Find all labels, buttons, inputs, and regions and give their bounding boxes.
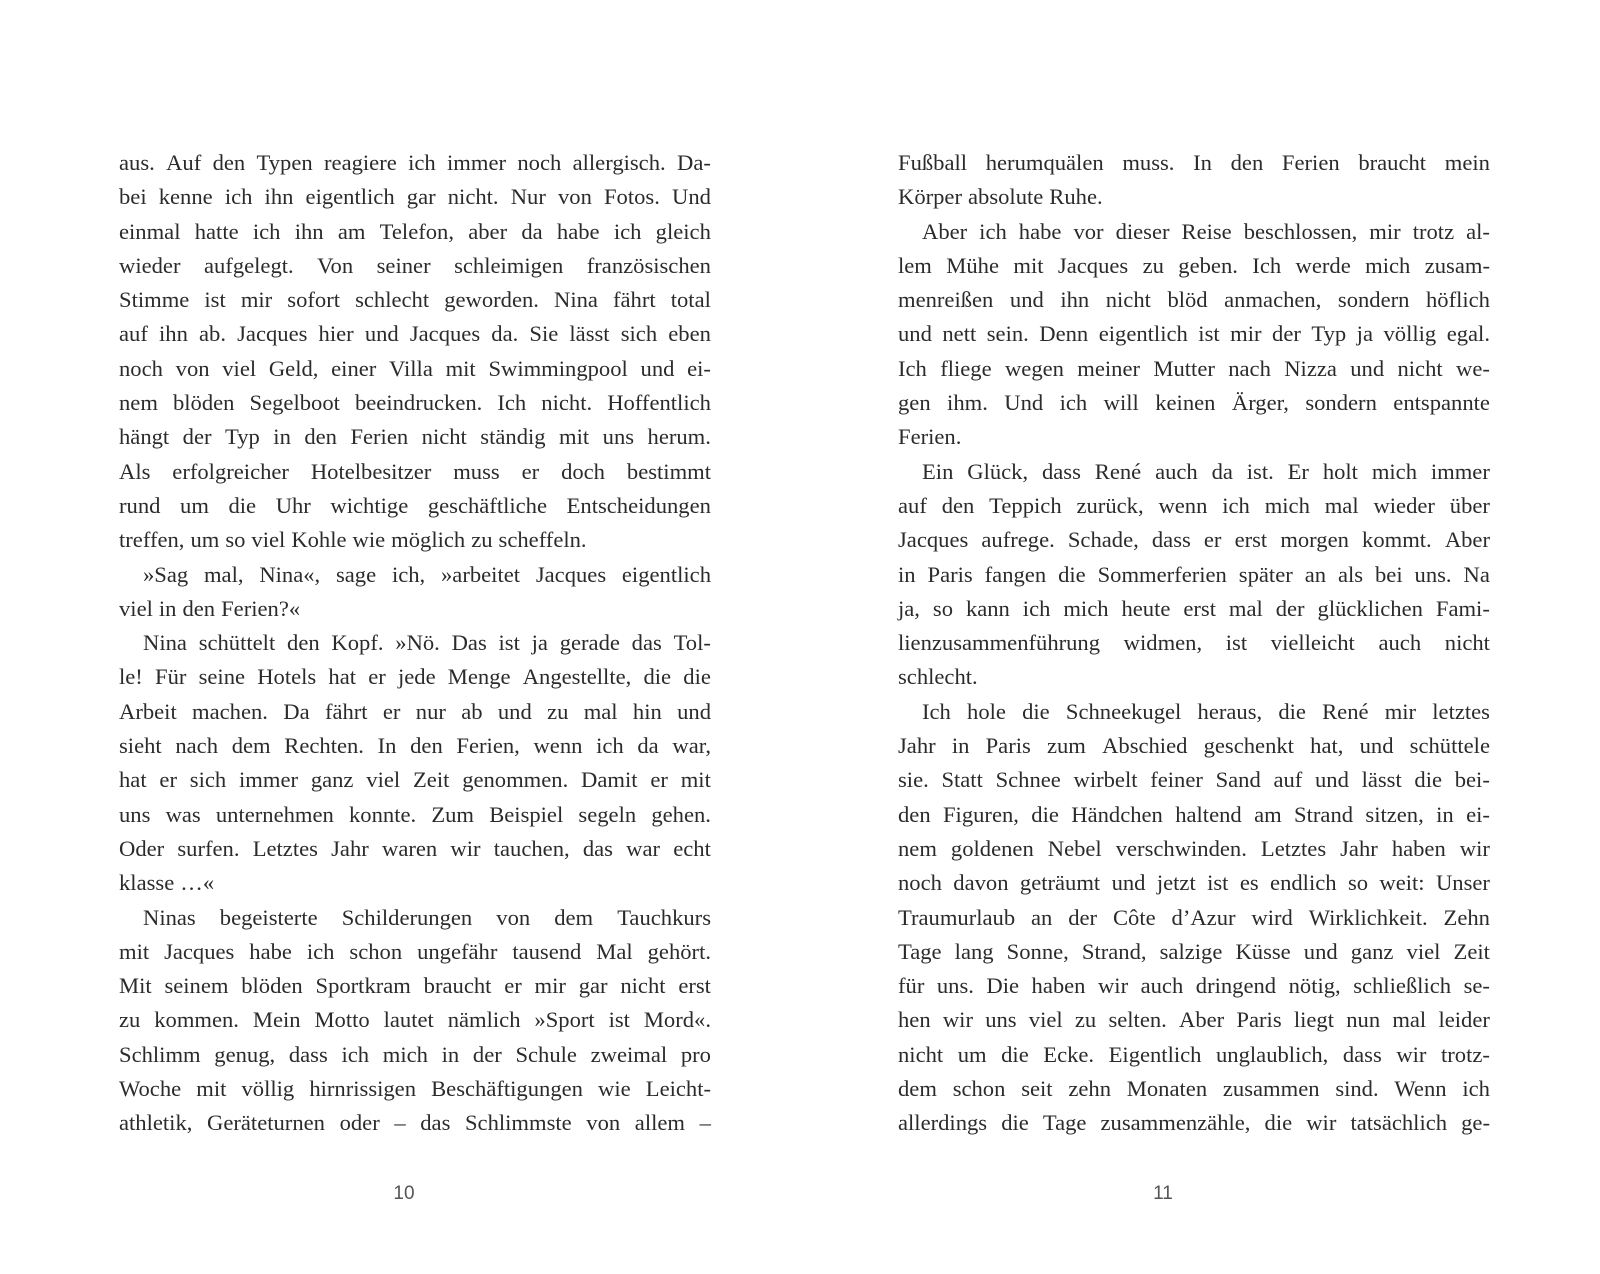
text-line: noch von viel Geld, einer Villa mit Swimmingpool und ei- bbox=[119, 355, 711, 381]
text-line: und nett sein. Denn eigentlich ist mir der Typ ja völlig egal. bbox=[898, 321, 1490, 347]
text-line: für uns. Die haben wir auch dringend nötig, schließlich se- bbox=[898, 973, 1490, 999]
text-line: mit Jacques habe ich schon ungefähr tausend Mal gehört. bbox=[119, 938, 711, 964]
right-page-text bbox=[898, 146, 1490, 1141]
text-line: Traumurlaub an der Côte d’Azur wird Wirklichkeit. Zehn bbox=[898, 904, 1490, 930]
text-line: Fußball herumquälen muss. In den Ferien braucht mein bbox=[898, 150, 1490, 175]
text-line: Ninas begeisterte Schilderungen von dem Tauchkurs bbox=[143, 904, 711, 930]
text-line: auf den Teppich zurück, wenn ich mich mal wieder über bbox=[898, 492, 1490, 518]
text-line: lem Mühe mit Jacques zu geben. Ich werde mich zusam- bbox=[898, 252, 1490, 278]
text-line: Oder surfen. Letztes Jahr waren wir tauchen, das war echt bbox=[119, 835, 711, 861]
left-page-text bbox=[119, 146, 711, 1141]
text-line: rund um die Uhr wichtige geschäftliche Entscheidungen bbox=[119, 492, 711, 518]
text-line: Schlimm genug, dass ich mich in der Schule zweimal pro bbox=[119, 1041, 711, 1067]
text-line: in Paris fangen die Sommerferien später an als bei uns. Na bbox=[898, 561, 1490, 587]
text-line: dem schon seit zehn Monaten zusammen sind. Wenn ich bbox=[898, 1076, 1490, 1102]
text-line: sie. Statt Schnee wirbelt feiner Sand auf und lässt die bei- bbox=[898, 767, 1490, 793]
text-line: athletik, Geräteturnen oder – das Schlimmste von allem – bbox=[119, 1110, 711, 1136]
text-line: Tage lang Sonne, Strand, salzige Küsse und ganz viel Zeit bbox=[898, 938, 1490, 964]
text-line: hen wir uns viel zu selten. Aber Paris liegt nun mal leider bbox=[898, 1007, 1490, 1033]
text-line: hat er sich immer ganz viel Zeit genommen. Damit er mit bbox=[119, 767, 711, 793]
text-line: gen ihm. Und ich will keinen Ärger, sondern entspannte bbox=[898, 390, 1490, 416]
text-line: Aber ich habe vor dieser Reise beschlossen, mir trotz al- bbox=[922, 218, 1490, 244]
text-line: Als erfolgreicher Hotelbesitzer muss er doch bestimmt bbox=[119, 458, 711, 484]
right-page-number: 11 bbox=[1153, 1183, 1173, 1204]
text-line: sieht nach dem Rechten. In den Ferien, wenn ich da war, bbox=[119, 733, 711, 759]
text-line: Jacques aufrege. Schade, dass er erst morgen kommt. Aber bbox=[898, 527, 1490, 553]
text-line: aus. Auf den Typen reagiere ich immer noch allergisch. Da- bbox=[119, 150, 711, 175]
left-page-number: 10 bbox=[393, 1183, 415, 1204]
text-line: nicht um die Ecke. Eigentlich unglaublich, dass wir trotz- bbox=[898, 1041, 1490, 1067]
text-line: Ferien. bbox=[898, 424, 962, 450]
text-line: allerdings die Tage zusammenzähle, die wir tatsächlich ge- bbox=[898, 1110, 1490, 1136]
text-line: Ein Glück, dass René auch da ist. Er holt mich immer bbox=[922, 458, 1490, 484]
text-line: Nina schüttelt den Kopf. »Nö. Das ist ja gerade das Tol- bbox=[143, 630, 711, 656]
text-line: Körper absolute Ruhe. bbox=[898, 184, 1103, 210]
text-line: bei kenne ich ihn eigentlich gar nicht. Nur von Fotos. Und bbox=[119, 184, 711, 210]
text-line: Ich hole die Schneekugel heraus, die René mir letztes bbox=[922, 698, 1490, 724]
text-line: hängt der Typ in den Ferien nicht ständig mit uns herum. bbox=[119, 424, 711, 450]
text-line: schlecht. bbox=[898, 664, 978, 690]
text-line: den Figuren, die Händchen haltend am Strand sitzen, in ei- bbox=[898, 801, 1490, 827]
text-line: noch davon geträumt und jetzt ist es endlich so weit: Unser bbox=[898, 870, 1490, 896]
text-line: menreißen und ihn nicht blöd anmachen, sondern höflich bbox=[898, 287, 1490, 313]
text-line: ja, so kann ich mich heute erst mal der glücklichen Fami- bbox=[898, 595, 1490, 621]
text-line: nem blöden Segelboot beeindrucken. Ich nicht. Hoffentlich bbox=[119, 390, 711, 416]
text-line: Jahr in Paris zum Abschied geschenkt hat, und schüttele bbox=[898, 733, 1490, 759]
text-line: treffen, um so viel Kohle wie möglich zu scheffeln. bbox=[119, 527, 587, 553]
text-line: auf ihn ab. Jacques hier und Jacques da. Sie lässt sich eben bbox=[119, 321, 711, 347]
text-line: Mit seinem blöden Sportkram braucht er mir gar nicht erst bbox=[119, 973, 711, 999]
text-line: »Sag mal, Nina«, sage ich, »arbeitet Jacques eigentlich bbox=[143, 561, 711, 587]
text-line: Stimme ist mir sofort schlecht geworden. Nina fährt total bbox=[119, 287, 711, 313]
text-line: viel in den Ferien?« bbox=[119, 595, 301, 621]
text-line: lienzusammenführung widmen, ist vielleicht auch nicht bbox=[898, 630, 1490, 656]
text-line: nem goldenen Nebel verschwinden. Letztes Jahr haben wir bbox=[898, 835, 1490, 861]
text-line: einmal hatte ich ihn am Telefon, aber da habe ich gleich bbox=[119, 218, 711, 244]
text-line: wieder aufgelegt. Von seiner schleimigen französischen bbox=[119, 252, 711, 278]
text-line: klasse …« bbox=[119, 870, 215, 896]
text-line: Ich fliege wegen meiner Mutter nach Nizza und nicht we- bbox=[898, 355, 1490, 381]
text-line: Arbeit machen. Da fährt er nur ab und zu mal hin und bbox=[119, 698, 711, 724]
text-line: uns was unternehmen konnte. Zum Beispiel segeln gehen. bbox=[119, 801, 711, 827]
text-line: Woche mit völlig hirnrissigen Beschäftigungen wie Leicht- bbox=[119, 1076, 711, 1102]
text-line: le! Für seine Hotels hat er jede Menge Angestellte, die die bbox=[119, 664, 711, 690]
text-line: zu kommen. Mein Motto lautet nämlich »Sport ist Mord«. bbox=[119, 1007, 711, 1033]
